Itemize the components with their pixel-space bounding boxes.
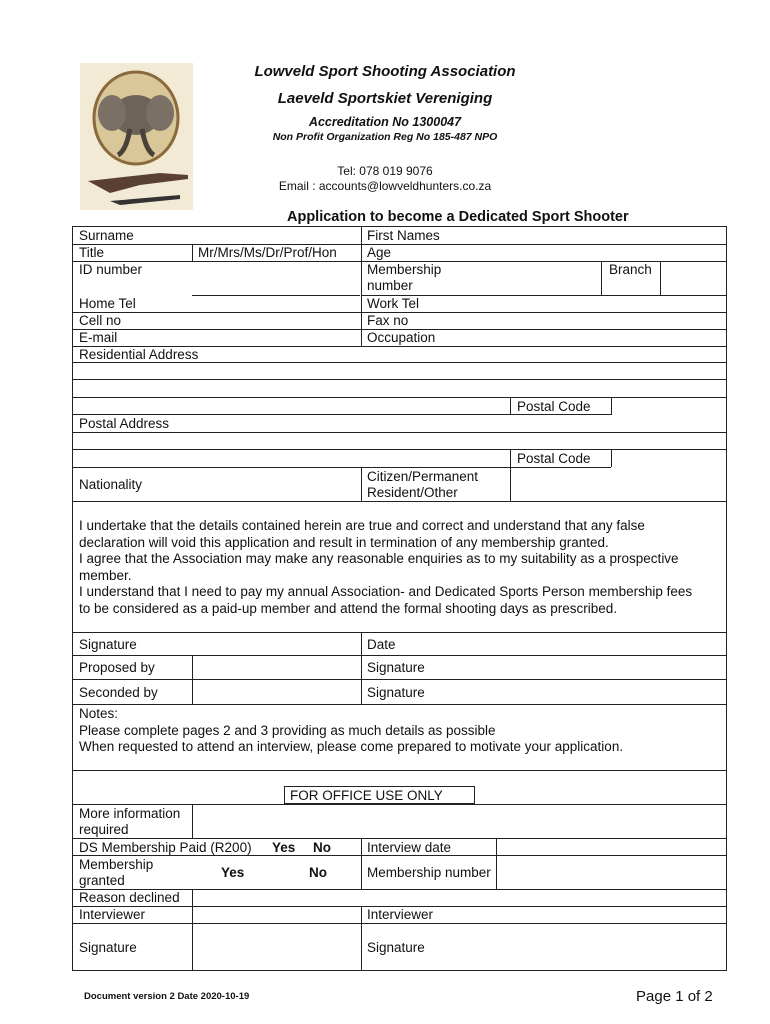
declaration-line-4: member.	[79, 567, 132, 583]
label-membership-number: Membership	[367, 262, 442, 277]
label-granted-2: granted	[79, 873, 125, 888]
label-surname: Surname	[79, 228, 134, 243]
ds-paid-no: No	[313, 840, 331, 855]
label-branch: Branch	[609, 262, 652, 277]
label-ds-paid: DS Membership Paid (R200)	[79, 840, 252, 855]
granted-no: No	[309, 865, 327, 880]
accreditation: Accreditation No 1300047	[308, 115, 462, 129]
label-office-signature-2: Signature	[367, 940, 425, 955]
title-options: Mr/Mrs/Ms/Dr/Prof/Hon	[198, 245, 337, 260]
label-residential-address: Residential Address	[79, 347, 199, 362]
label-nationality: Nationality	[79, 477, 143, 492]
label-home-tel: Home Tel	[79, 296, 136, 311]
label-seconded-by: Seconded by	[79, 685, 158, 700]
notes-label: Notes:	[79, 706, 119, 721]
label-occupation: Occupation	[367, 330, 436, 345]
notes-line-1: Please complete pages 2 and 3 providing as much details as possible	[79, 722, 496, 738]
label-cell-no: Cell no	[79, 313, 122, 328]
declaration	[79, 518, 719, 617]
label-postal-code-2: Postal Code	[517, 451, 591, 466]
tel: Tel: 078 019 9076	[337, 164, 433, 178]
label-more-info: More information	[79, 806, 181, 821]
declaration-line-2: declaration will void this application and result in termination of any membership granted.	[79, 534, 609, 550]
label-first-names: First Names	[367, 228, 440, 243]
org-name-af: Laeveld Sportskiet Vereniging	[277, 90, 493, 107]
label-date: Date	[367, 637, 396, 652]
label-membership-number-2: number	[367, 278, 413, 293]
org-name-en: Lowveld Sport Shooting Association	[254, 63, 516, 80]
label-citizen: Citizen/Permanent	[367, 469, 479, 484]
label-granted: Membership	[79, 857, 154, 872]
label-postal-code-1: Postal Code	[517, 399, 591, 414]
label-age: Age	[367, 245, 392, 260]
label-interviewer-1: Interviewer	[79, 907, 146, 922]
ds-paid-yes: Yes	[272, 840, 296, 855]
label-fax-no: Fax no	[367, 313, 409, 328]
label-citizen-2: Resident/Other	[367, 485, 458, 500]
label-interviewer-2: Interviewer	[367, 907, 434, 922]
email: Email : accounts@lowveldhunters.co.za	[278, 179, 492, 193]
office-use-title: FOR OFFICE USE ONLY	[290, 788, 443, 803]
form-title: Application to become a Dedicated Sport Shooter	[287, 209, 629, 225]
label-more-info-2: required	[79, 822, 129, 837]
label-work-tel: Work Tel	[367, 296, 420, 311]
label-postal-address: Postal Address	[79, 416, 170, 431]
label-title: Title	[79, 245, 105, 260]
label-interview-date: Interview date	[367, 840, 452, 855]
notes-line-2: When requested to attend an interview, please come prepared to motivate your application.	[79, 739, 624, 754]
document-version: Document version 2 Date 2020-10-19	[84, 991, 250, 1002]
label-proposed-by: Proposed by	[79, 660, 155, 675]
label-email: E-mail	[79, 330, 118, 345]
declaration-line-3: I agree that the Association may make any reasonable enquiries as to my suitability as a prospective	[79, 551, 679, 566]
granted-yes: Yes	[221, 865, 245, 880]
label-signature-seconder: Signature	[367, 685, 425, 700]
label-office-signature-1: Signature	[79, 940, 137, 955]
label-id-number: ID number	[79, 262, 143, 277]
page-number: Page 1 of 2	[636, 988, 713, 1005]
notes	[79, 706, 719, 756]
declaration-line-1: I undertake that the details contained herein are true and correct and understand that any false	[79, 518, 645, 533]
label-membership-number-office: Membership number	[367, 865, 491, 880]
declaration-line-5: I understand that I need to pay my annual Association- and Dedicated Sports Person membership fees	[79, 584, 693, 599]
label-signature-applicant: Signature	[79, 637, 137, 652]
label-signature-proposer: Signature	[367, 660, 425, 675]
label-reason-declined: Reason declined	[79, 890, 180, 905]
npo-reg: Non Profit Organization Reg No 185-487 NPO	[272, 131, 498, 143]
declaration-line-6: to be considered as a paid-up member and attend the formal shooting days as prescribed.	[79, 600, 618, 616]
